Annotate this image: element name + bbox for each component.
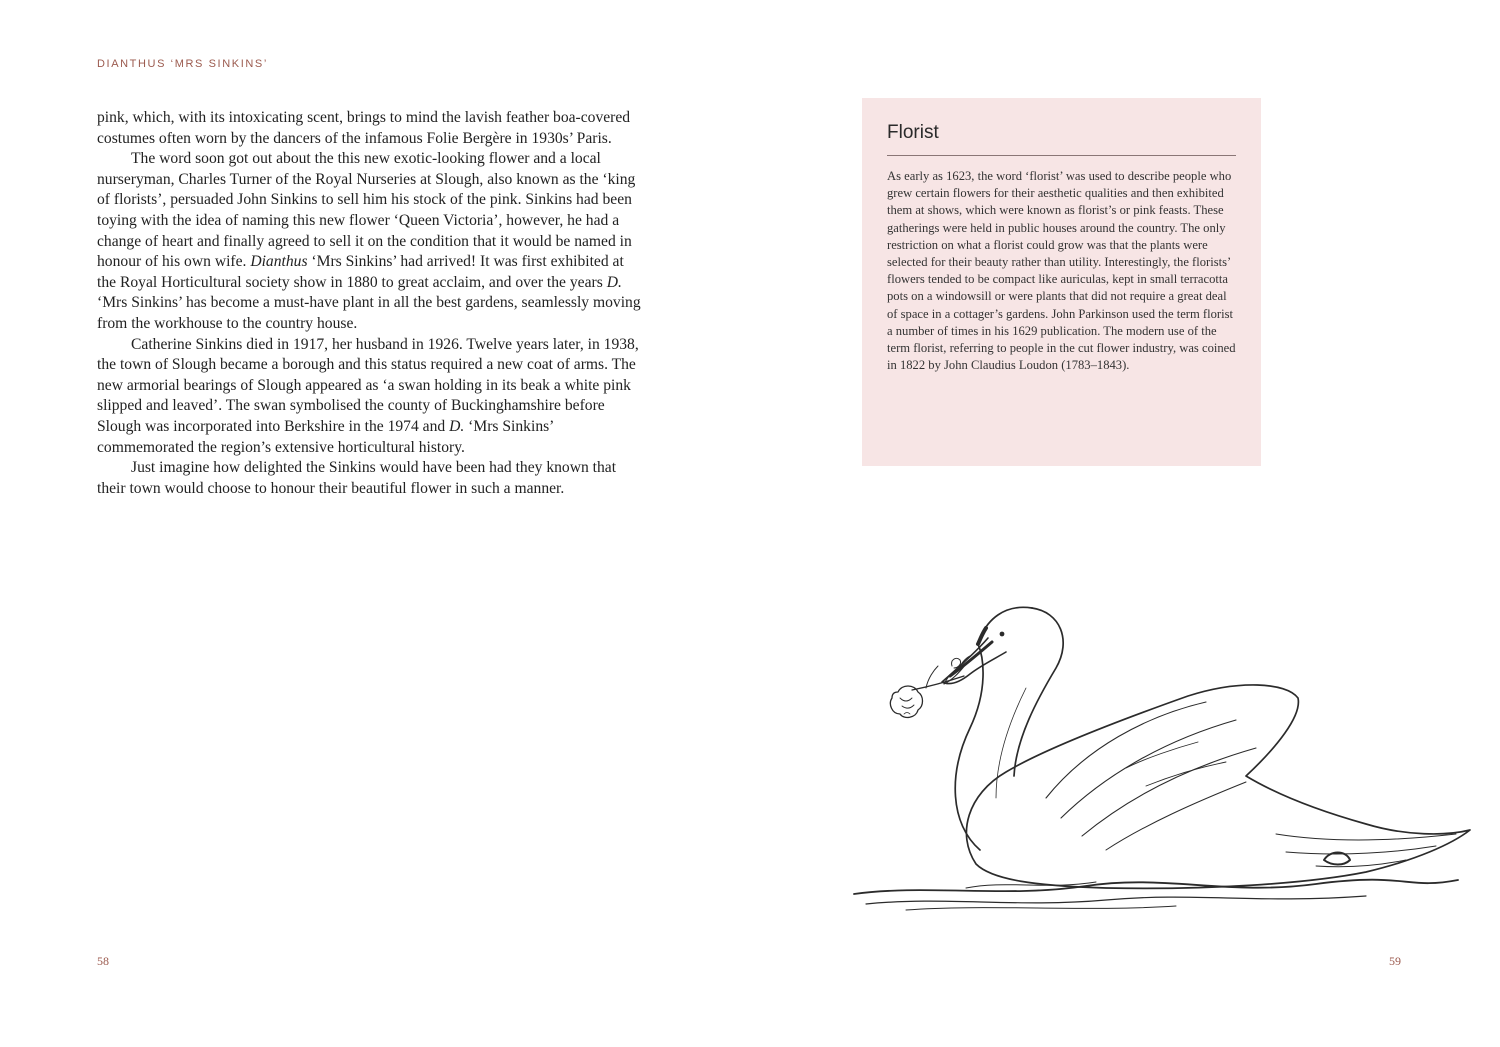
page-number-left: 58	[97, 954, 109, 968]
page-number-right: 59	[1389, 954, 1401, 968]
body-text	[97, 108, 642, 499]
paragraph-1: pink, which, with its intoxicating scent, brings to mind the lavish feather boa-covered costumes often worn by the dancers of the infamous Folie Bergère in 1930s’ Paris.	[97, 109, 631, 147]
running-head: DIANTHUS ‘MRS SINKINS’	[97, 58, 268, 70]
paragraph-2-text-a: The word soon got out about the this new exotic-looking flower and a local nurseryman, Charles Turner of the Royal Nurseries at Slough, also known as the ‘king of florists’, persuaded John Sinkins to sell him his stock of the pink. Sinkins had been toying with the idea of naming this new flower ‘Queen Victoria’, however, he had a change of heart and finally agreed to sell it on the condition that it would be named in honour of his own wife.	[97, 150, 636, 271]
paragraph-3-text-b: ‘Mrs Sinkins’ commemorated the region’s extensive horticultural history.	[97, 417, 554, 456]
paragraph-3-text-a: Catherine Sinkins died in 1917, her husband in 1926. Twelve years later, in 1938, the town of Slough became a borough and this status required a new coat of arms. The new armorial bearings of Slough appeared as ‘a swan holding in its beak a white pink slipped and leaved’. The swan symbolised the county of Buckinghamshire before Slough was incorporated into Berkshire in the 1974 and	[97, 335, 639, 435]
paragraph-3-italic-a: D.	[449, 417, 465, 435]
paragraph-2-text-c: ‘Mrs Sinkins’ has become a must-have plant in all the best gardens, seamlessly moving from the workhouse to the country house.	[97, 294, 641, 332]
swan-with-pink-illustration	[846, 598, 1476, 918]
sidebar-text: As early as 1623, the word ‘florist’ was used to describe people who grew certain flowers for their aesthetic qualities and then exhibited them at shows, which were known as florist’s or pink feasts. These gatherings were held in public houses around the country. The only restriction on what a florist could grow was that the plants were selected for their beauty rather than utility. Interestingly, the florists’ flowers tended to be compact like auriculas, kept in small terracotta pots on a windowsill or were plants that did not require a great deal of space in a cottager’s gardens. John Parkinson used the term florist a number of times in his 1629 publication. The modern use of the term florist, referring to people in the cut flower industry, was coined in 1822 by John Claudius Loudon (1783–1843).	[887, 169, 1236, 373]
sidebar-divider	[887, 155, 1236, 156]
sidebar-title: Florist	[887, 122, 939, 143]
florist-sidebar	[862, 98, 1261, 466]
paragraph-4: Just imagine how delighted the Sinkins would have been had they known that their town would choose to honour their beautiful flower in such a manner.	[97, 459, 617, 497]
paragraph-2	[97, 149, 642, 334]
paragraph-2-italic-b: D.	[606, 273, 622, 291]
paragraph-2-text-b: ‘Mrs Sinkins’ had arrived! It was first exhibited at the Royal Horticultural society show in 1880 to great acclaim, and over the years	[97, 253, 624, 291]
paragraph-3	[97, 335, 642, 459]
paragraph-2-italic-a: Dianthus	[250, 253, 308, 271]
